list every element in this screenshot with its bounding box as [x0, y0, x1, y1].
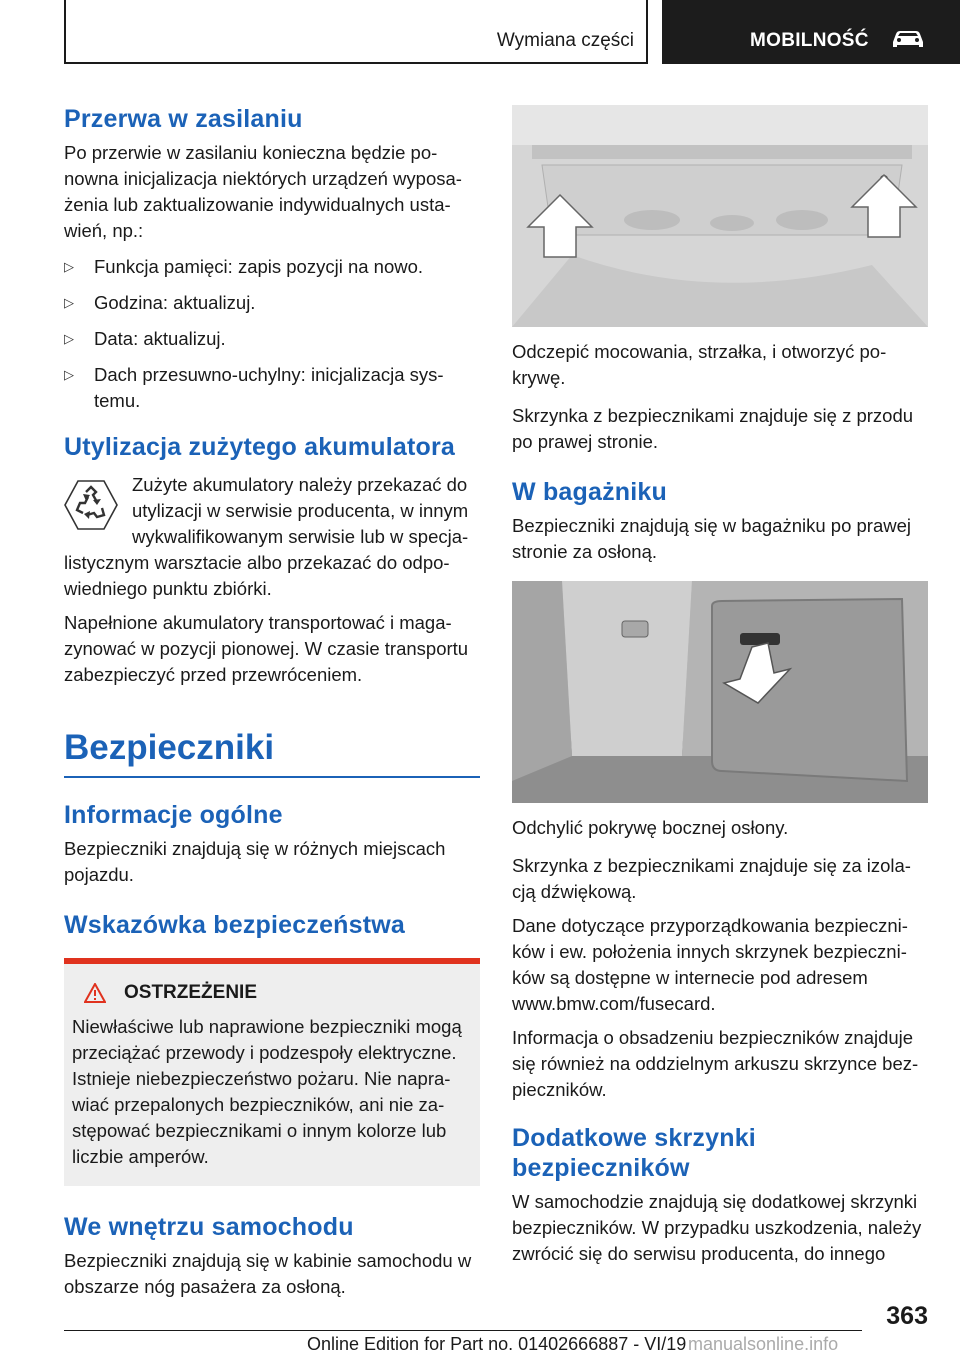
triangle-bullet-icon: ▷	[64, 259, 74, 274]
list-item-text: Dach przesuwno-uchylny: inicjalizacja systemu.	[94, 364, 444, 411]
caption-footwell-cover: Odczepić mocowania, strzałka, i otworzyć pokrywę.	[512, 341, 887, 388]
header-section-title: Wymiana części	[496, 30, 634, 51]
heading-power-interruption: Przerwa w zasilaniu	[64, 105, 303, 133]
photo-trunk-side-panel	[512, 581, 928, 803]
warning-title-row	[84, 982, 472, 1004]
header-chapter-title: MOBILNOŚĆ	[750, 30, 869, 51]
list-item	[64, 326, 480, 352]
heading-safety-note: Wskazówka bezpieczeństwa	[64, 911, 406, 939]
heading-general-info: Informacje ogólne	[64, 801, 283, 829]
header-chapter-box	[662, 0, 960, 64]
caption-trunk-side-panel: Odchylić pokrywę bocznej osłony.	[512, 817, 789, 838]
warning-box	[64, 958, 480, 1186]
triangle-bullet-icon: ▷	[64, 295, 74, 310]
heading-rule	[64, 776, 480, 778]
warning-triangle-icon	[84, 983, 106, 1003]
list-item-text: Godzina: aktualizuj.	[94, 292, 256, 313]
recycling-icon	[64, 478, 118, 532]
photo-footwell-cover	[512, 105, 928, 327]
paragraph-battery-disposal: Zużyte akumulatory należy przekazać do utylizacji w serwisie producenta, w innym wykwalifikowanym serwisie lub w specjalistycznym warsztacie albo przekazać do odpowiedniego punktu zbiórki.	[64, 474, 469, 599]
heading-fuses: Bezpieczniki	[64, 728, 275, 767]
recycling-block	[64, 472, 480, 602]
paragraph-front-right: Skrzynka z bezpiecznikami znajduje się z przodu po prawej stronie.	[512, 405, 914, 452]
car-icon	[890, 28, 926, 50]
list-item	[64, 254, 480, 280]
list-item-text: Data: aktualizuj.	[94, 328, 226, 349]
paragraph-fuse-assignment: Dane dotyczące przyporządkowania bezpieczników i ew. położenia innych skrzynek bezpieczników są dostępne w internecie pod adresem www.bmw.com/fusecard.	[512, 915, 908, 1014]
paragraph-power-interruption: Po przerwie w zasilaniu konieczna będzie ponowna inicjalizacja niektórych urządzeń wyposażenia lub zaktualizowanie indywidualnych ustawień, np.:	[64, 142, 462, 241]
heading-trunk: W bagażniku	[512, 478, 667, 506]
paragraph-behind-insulation: Skrzynka z bezpiecznikami znajduje się za izolacją dźwiękową.	[512, 855, 911, 902]
paragraph-battery-transport: Napełnione akumulatory transportować i magazynować w pozycji pionowej. W czasie transportu zabezpieczyć przed przewróceniem.	[64, 612, 469, 685]
footer-rule	[64, 1330, 862, 1331]
trunk-side-panel-image	[512, 581, 928, 803]
list-item-text: Funkcja pamięci: zapis pozycji na nowo.	[94, 256, 424, 277]
right-column	[512, 105, 928, 1267]
footwell-cover-image	[512, 105, 928, 327]
page-number: 363	[886, 1302, 928, 1330]
list-item	[64, 362, 480, 414]
left-column	[64, 100, 480, 1300]
paragraph-additional-fuse-boxes: W samochodzie znajdują się dodatkowej skrzynki bezpieczników. W przypadku uszkodzenia, należy zwrócić się do serwisu producenta, do innego	[512, 1191, 922, 1264]
triangle-bullet-icon: ▷	[64, 367, 74, 382]
heading-additional-fuse-boxes: Dodatkowe skrzynki bezpieczników	[512, 1124, 756, 1182]
paragraph-fuse-sheet: Informacja o obsadzeniu bezpieczników znajduje się również na oddzielnym arkuszu skrzynce bezpieczników.	[512, 1027, 919, 1100]
triangle-bullet-icon: ▷	[64, 331, 74, 346]
list-item	[64, 290, 480, 316]
reinit-list	[64, 254, 480, 414]
site-watermark: manualsonline.info	[688, 1334, 839, 1354]
edition-line: Online Edition for Part no. 01402666887 - VI/19	[307, 1334, 687, 1354]
heading-vehicle-interior: We wnętrzu samochodu	[64, 1213, 354, 1241]
paragraph-general-info: Bezpieczniki znajdują się w różnych miejscach pojazdu.	[64, 838, 446, 885]
paragraph-trunk: Bezpieczniki znajdują się w bagażniku po prawej stronie za osłoną.	[512, 515, 912, 562]
warning-text: Niewłaściwe lub naprawione bezpieczniki mogą przeciążać przewody i podzespoły elektryczne. Istnieje niebezpieczeństwo pożaru. Nie naprawiać przepalonych bezpieczników, ani nie zastępować bezpiecznikami o innym kolorze lub liczbie amperów.	[72, 1016, 462, 1167]
warning-title: OSTRZEŻENIE	[124, 982, 258, 1003]
heading-battery-disposal: Utylizacja zużytego akumulatora	[64, 433, 456, 461]
paragraph-vehicle-interior: Bezpieczniki znajdują się w kabinie samochodu w obszarze nóg pasażera za osłoną.	[64, 1250, 472, 1297]
header-section-box	[64, 0, 648, 64]
